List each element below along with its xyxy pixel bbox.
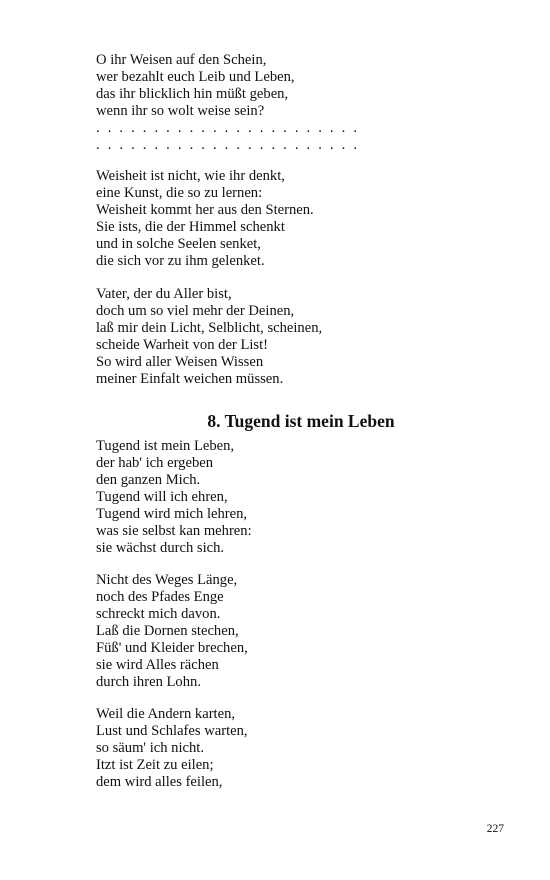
- poem-line: Laß die Dornen stechen,: [96, 623, 239, 639]
- poem-line: noch des Pfades Enge: [96, 589, 224, 605]
- stanza-5: [96, 572, 516, 691]
- page-number: 227: [486, 823, 504, 835]
- poem-line: das ihr blicklich hin müßt geben,: [96, 86, 289, 102]
- poem-line: dem wird alles feilen,: [96, 774, 223, 790]
- poem-line: Itzt ist Zeit zu eilen;: [96, 757, 214, 773]
- poem-line: durch ihren Lohn.: [96, 674, 201, 690]
- poem-line: Vater, der du Aller bist,: [96, 286, 232, 302]
- stanza-6: [96, 706, 516, 791]
- poem-line: was sie selbst kan mehren:: [96, 523, 252, 539]
- poem-line: wenn ihr so wolt weise sein?: [96, 103, 265, 119]
- stanza-3: [96, 286, 516, 388]
- poem-line: Weisheit ist nicht, wie ihr denkt,: [96, 168, 285, 184]
- poem-line: und in solche Seelen senket,: [96, 236, 261, 252]
- poem-line: doch um so viel mehr der Deinen,: [96, 303, 295, 319]
- poem-line: Tugend ist mein Leben,: [96, 438, 235, 454]
- poem-line: sie wird Alles rächen: [96, 657, 219, 673]
- poem-line: so säum' ich nicht.: [96, 740, 205, 756]
- poem-line: O ihr Weisen auf den Schein,: [96, 52, 267, 68]
- stanza-1: [96, 52, 516, 154]
- poem-line: Nicht des Weges Länge,: [96, 572, 238, 588]
- ellipsis-line: . . . . . . . . . . . . . . . . . . . . . . .: [96, 120, 360, 136]
- ellipsis-line: . . . . . . . . . . . . . . . . . . . . . . .: [96, 137, 360, 153]
- poem-title: 8. Tugend ist mein Leben: [207, 411, 395, 431]
- poem-line: die sich vor zu ihm gelenket.: [96, 253, 265, 269]
- poem-line: der hab' ich ergeben: [96, 455, 214, 471]
- poem-line: schreckt mich davon.: [96, 606, 221, 622]
- poem-line: Füß' und Kleider brechen,: [96, 640, 248, 656]
- poem-line: eine Kunst, die so zu lernen:: [96, 185, 263, 201]
- poem-line: scheide Warheit von der List!: [96, 337, 269, 353]
- poem-line: wer bezahlt euch Leib und Leben,: [96, 69, 295, 85]
- stanza-4: [96, 438, 516, 557]
- poem-line: meiner Einfalt weichen müssen.: [96, 371, 284, 387]
- poem-line: laß mir dein Licht, Selblicht, scheinen,: [96, 320, 323, 336]
- poem-line: Weisheit kommt her aus den Sternen.: [96, 202, 314, 218]
- stanza-2: [96, 168, 516, 270]
- poem-line: sie wächst durch sich.: [96, 540, 225, 556]
- poem-line: Tugend will ich ehren,: [96, 489, 228, 505]
- poem-line: Tugend wird mich lehren,: [96, 506, 248, 522]
- poem-line: Weil die Andern karten,: [96, 706, 236, 722]
- poem-line: Lust und Schlafes warten,: [96, 723, 248, 739]
- poem-line: So wird aller Weisen Wissen: [96, 354, 264, 370]
- poem-line: Sie ists, die der Himmel schenkt: [96, 219, 285, 235]
- poem-line: den ganzen Mich.: [96, 472, 201, 488]
